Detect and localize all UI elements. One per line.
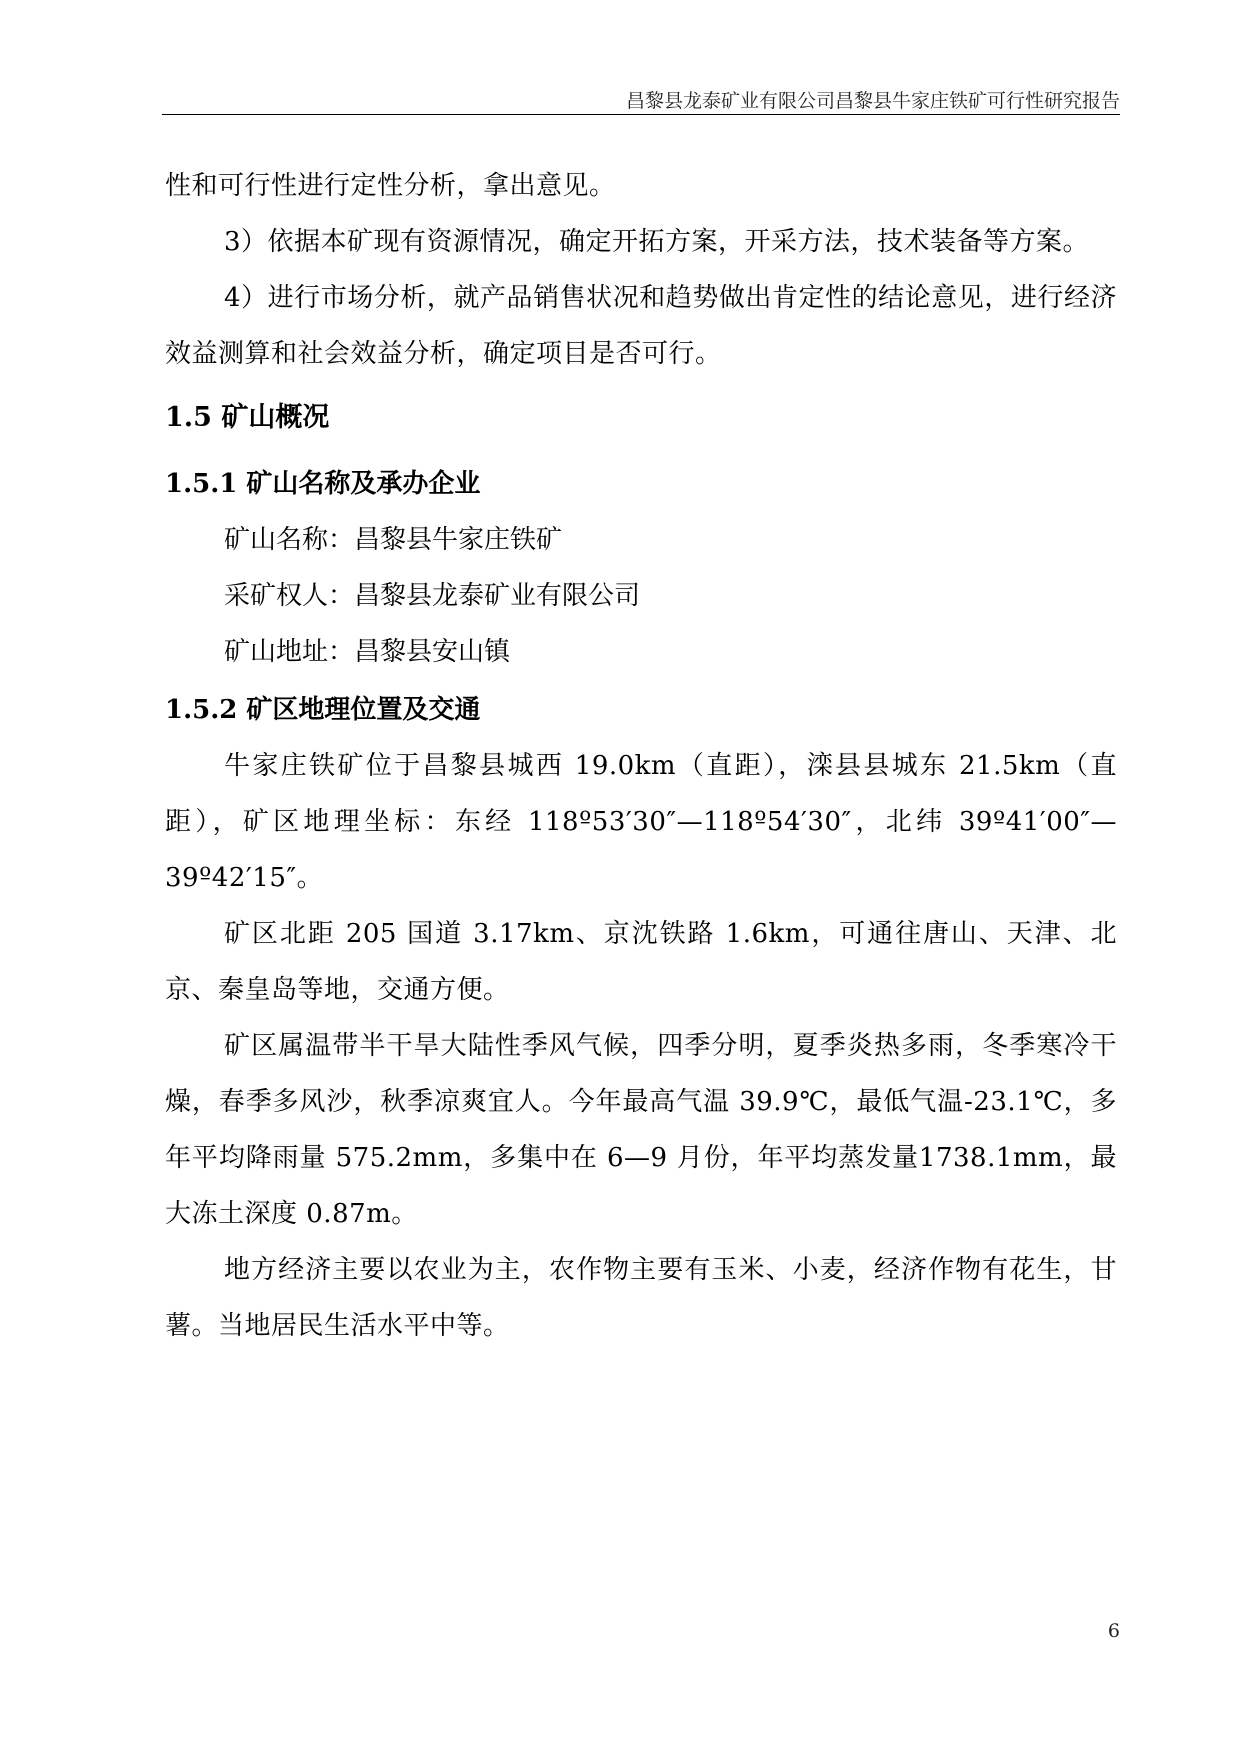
paragraph-transport: 矿区北距 205 国道 3.17km、京沈铁路 1.6km，可通往唐山、天津、北京、秦皇岛等地，交通方便。 <box>165 919 1117 1005</box>
mine-address-field: 矿山地址：昌黎县安山镇 <box>224 637 511 667</box>
section-heading-1-5-1: 1.5.1 矿山名称及承办企业 <box>165 469 481 499</box>
section-heading-1-5-2: 1.5.2 矿区地理位置及交通 <box>165 695 481 725</box>
mine-name-field: 矿山名称：昌黎县牛家庄铁矿 <box>224 525 563 555</box>
section-heading-1-5: 1.5 矿山概况 <box>165 402 330 433</box>
paragraph-item-3: 3）依据本矿现有资源情况，确定开拓方案，开采方法，技术装备等方案。 <box>224 227 1090 257</box>
paragraph-economy: 地方经济主要以农业为主，农作物主要有玉米、小麦，经济作物有花生，甘薯。当地居民生活水平中等。 <box>165 1255 1117 1341</box>
paragraph-item-4: 4）进行市场分析，就产品销售状况和趋势做出肯定性的结论意见，进行经济效益测算和社会效益分析，确定项目是否可行。 <box>165 283 1117 369</box>
paragraph-location: 牛家庄铁矿位于昌黎县城西 19.0km（直距），滦县县城东 21.5km（直距），矿区地理坐标：东经 118º53′30″—118º54′30″，北纬 39º41′00″—39º42′15″。 <box>165 751 1117 893</box>
rights-holder-field: 采矿权人：昌黎县龙泰矿业有限公司 <box>224 581 641 611</box>
page-number: 6 <box>1107 1620 1120 1642</box>
header-rule <box>162 114 1120 115</box>
page-body <box>165 158 1117 1354</box>
paragraph-climate: 矿区属温带半干旱大陆性季风气候，四季分明，夏季炎热多雨，冬季寒冷干燥，春季多风沙，秋季凉爽宜人。今年最高气温 39.9℃，最低气温-23.1℃，多年平均降雨量 575.2mm，多集中在 6—9 月份，年平均蒸发量1738.1mm，最大冻土深度 0.87m。 <box>165 1031 1117 1229</box>
paragraph-continuation: 性和可行性进行定性分析，拿出意见。 <box>165 171 616 201</box>
running-header: 昌黎县龙泰矿业有限公司昌黎县牛家庄铁矿可行性研究报告 <box>625 90 1120 112</box>
